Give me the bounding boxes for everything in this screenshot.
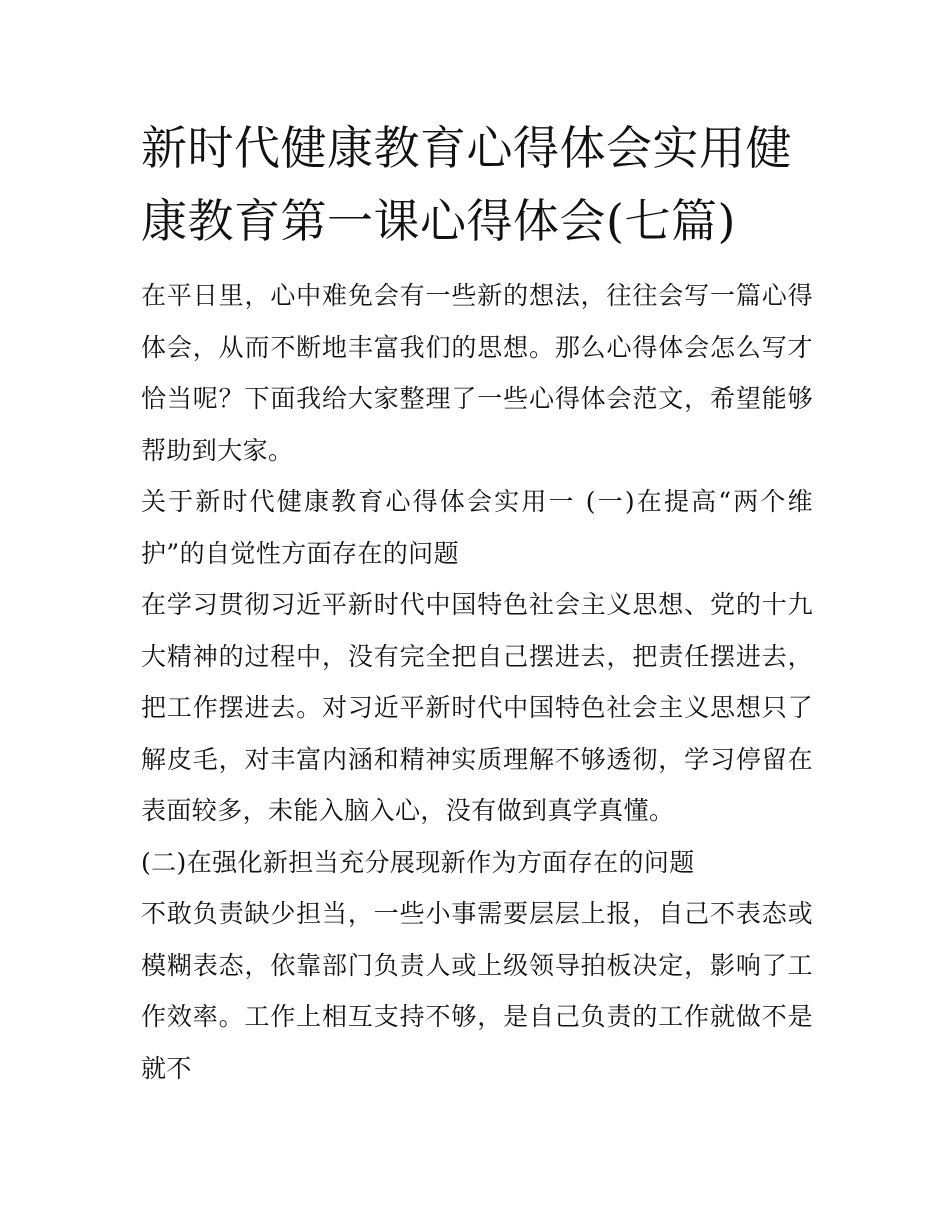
- document-title: 新时代健康教育心得体会实用健康教育第一课心得体会(七篇): [141, 121, 792, 248]
- paragraph-section-2-body: 不敢负责缺少担当，一些小事需要层层上报，自己不表态或模糊表态，依靠部门负责人或上级领导拍板决定，影响了工作效率。工作上相互支持不够，是自己负责的工作就做不是就不: [141, 899, 813, 1083]
- paragraph-section-heading-1: 关于新时代健康教育心得体会实用一 (一)在提高“两个维护”的自觉性方面存在的问题: [141, 487, 813, 568]
- document-content: [141, 112, 813, 1094]
- document-body: [141, 270, 813, 1094]
- paragraph-section-1-body: 在学习贯彻习近平新时代中国特色社会主义思想、党的十九大精神的过程中，没有完全把自己摆进去，把责任摆进去，把工作摆进去。对习近平新时代中国特色社会主义思想只了解皮毛，对丰富内涵和精神实质理解不够透彻，学习停留在表面较多，未能入脑入心，没有做到真学真懂。: [141, 590, 813, 825]
- paragraph-intro: 在平日里，心中难免会有一些新的想法，往往会写一篇心得体会，从而不断地丰富我们的思想。那么心得体会怎么写才恰当呢？下面我给大家整理了一些心得体会范文，希望能够帮助到大家。: [141, 281, 813, 465]
- paragraph-section-heading-2: (二)在强化新担当充分展现新作为方面存在的问题: [141, 847, 695, 877]
